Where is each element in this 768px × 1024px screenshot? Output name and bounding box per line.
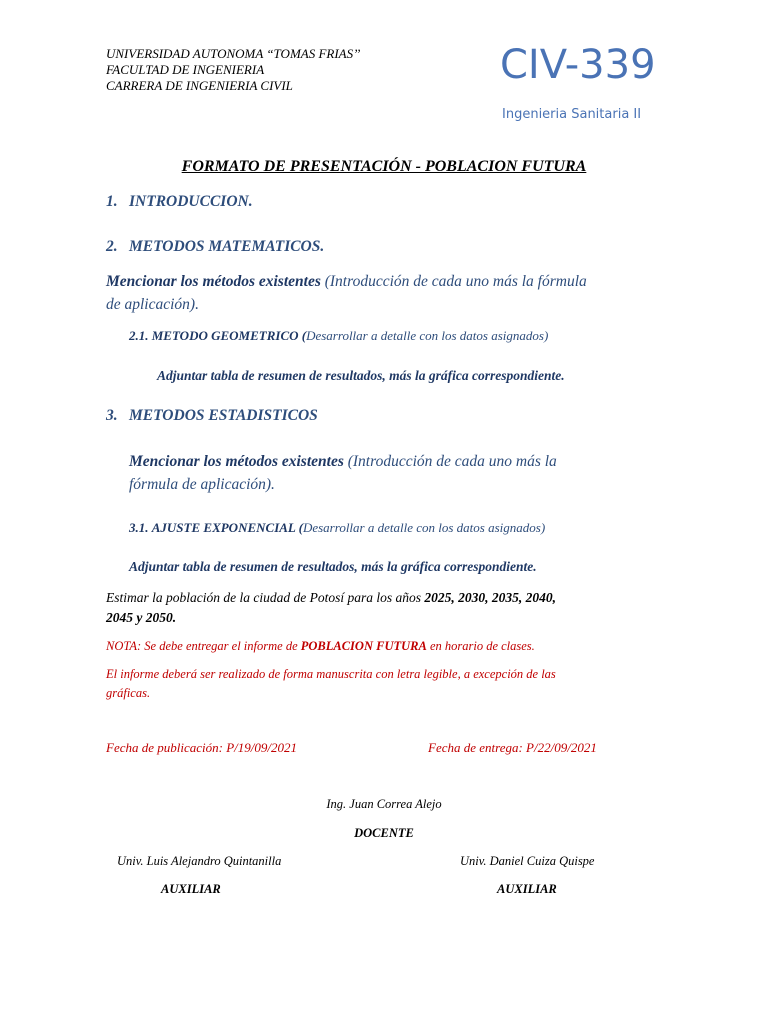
note-bold: POBLACION FUTURA — [300, 639, 427, 653]
section-2-1-title: METODO GEOMETRICO ( — [151, 328, 307, 343]
section-2-1-heading — [129, 328, 548, 344]
section-2-number: 2. — [106, 238, 118, 255]
section-2-intro — [106, 270, 676, 316]
section-3-intro — [129, 450, 669, 496]
auxiliary-2-role: AUXILIAR — [497, 882, 557, 896]
auxiliary-1-name: Univ. Luis Alejandro Quintanilla — [117, 854, 282, 868]
university-name: UNIVERSIDAD AUTONOMA “TOMAS FRIAS’’ — [106, 46, 361, 61]
section-2-intro-bold: Mencionar los métodos existentes — [106, 273, 321, 290]
course-code: CIV-339 — [500, 42, 656, 88]
section-1-heading — [106, 193, 253, 211]
section-3-attach: Adjuntar tabla de resumen de resultados, más la gráfica correspondiente. — [129, 559, 537, 574]
auxiliary-1-role: AUXILIAR — [161, 882, 221, 896]
section-1-title: INTRODUCCION. — [129, 193, 253, 210]
section-3-1-number: 3.1. — [129, 520, 149, 535]
handwritten-paragraph — [106, 665, 666, 703]
section-3-intro-rest-1: (Introducción de cada uno más la — [343, 453, 557, 470]
course-name: Ingenieria Sanitaria II — [502, 107, 642, 122]
section-2-heading — [106, 238, 324, 256]
handwritten-line-1: El informe deberá ser realizado de forma manuscrita con letra legible, a excepción de las — [106, 667, 556, 681]
section-2-intro-rest-2: de aplicación). — [106, 296, 199, 313]
note-paragraph — [106, 637, 535, 656]
document-title-text: FORMATO DE PRESENTACIÓN - POBLACION FUTURA — [181, 158, 587, 175]
teacher-role: DOCENTE — [354, 826, 414, 840]
section-2-1-number: 2.1. — [129, 328, 149, 343]
section-2-1-detail: Desarrollar a detalle con los datos asignados) — [306, 328, 549, 343]
delivery-date: Fecha de entrega: P/22/09/2021 — [428, 740, 597, 755]
section-3-number: 3. — [106, 407, 118, 424]
faculty-name: FACULTAD DE INGENIERIA — [106, 62, 265, 77]
university-header — [106, 46, 360, 94]
section-3-1-detail: Desarrollar a detalle con los datos asignados) — [302, 520, 546, 535]
section-2-intro-rest-1: (Introducción de cada uno más la fórmula — [320, 273, 587, 290]
note-prefix: NOTA: Se debe entregar el informe de — [106, 639, 301, 653]
estimate-text: Estimar la población de la ciudad de Potosí para los años — [106, 590, 425, 605]
auxiliary-2-name: Univ. Daniel Cuiza Quispe — [460, 854, 595, 868]
section-3-title: METODOS ESTADISTICOS — [129, 407, 318, 424]
section-3-intro-rest-2: fórmula de aplicación). — [129, 476, 275, 493]
section-1-number: 1. — [106, 193, 118, 210]
section-2-title: METODOS MATEMATICOS. — [129, 238, 325, 255]
note-suffix: en horario de clases. — [426, 639, 535, 653]
section-3-heading — [106, 407, 318, 425]
section-3-1-title: AJUSTE EXPONENCIAL ( — [151, 520, 303, 535]
estimate-years-2: 2045 y 2050. — [106, 610, 177, 625]
section-3-1-heading — [129, 520, 545, 536]
career-name: CARRERA DE INGENIERIA CIVIL — [106, 78, 293, 93]
section-2-attach: Adjuntar tabla de resumen de resultados, más la gráfica correspondiente. — [157, 368, 565, 383]
publication-date: Fecha de publicación: P/19/09/2021 — [106, 740, 297, 755]
section-3-intro-bold: Mencionar los métodos existentes — [129, 453, 344, 470]
teacher-name: Ing. Juan Correa Alejo — [326, 797, 442, 811]
estimate-paragraph — [106, 588, 666, 628]
document-title — [0, 158, 768, 176]
estimate-years-1: 2025, 2030, 2035, 2040, — [424, 590, 556, 605]
handwritten-line-2: gráficas. — [106, 686, 151, 700]
